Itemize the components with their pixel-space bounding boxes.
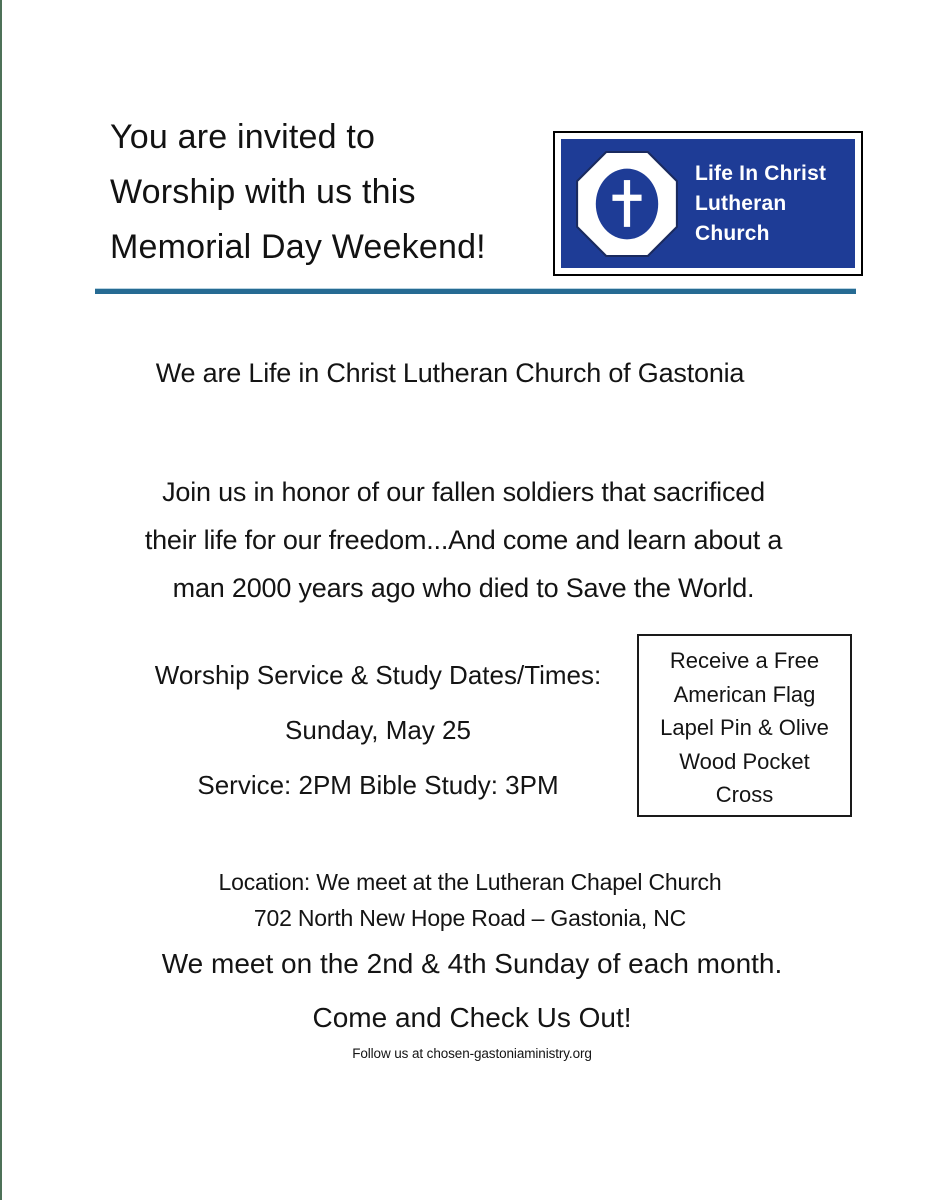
invite-heading xyxy=(110,110,486,275)
memorial-message xyxy=(0,468,927,612)
schedule-title: Worship Service & Study Dates/Times: xyxy=(154,660,602,690)
location-block xyxy=(0,864,927,936)
church-logo-background xyxy=(561,139,855,268)
memorial-message-line: Join us in honor of our fallen soldiers that sacrificed xyxy=(162,477,765,507)
church-logo-text xyxy=(695,159,855,249)
church-logo-name-line2: Lutheran Church xyxy=(695,191,787,245)
offer-line: Wood Pocket xyxy=(679,748,810,774)
location-line1: Location: We meet at the Lutheran Chapel Church xyxy=(218,869,722,895)
offer-line: American Flag xyxy=(673,681,816,707)
invite-heading-line: Memorial Day Weekend! xyxy=(110,228,486,266)
meeting-frequency-line: We meet on the 2nd & 4th Sunday of each month. xyxy=(161,948,783,979)
offer-line: Lapel Pin & Olive xyxy=(660,715,829,740)
schedule-date: Sunday, May 25 xyxy=(285,715,471,745)
invite-heading-line: You are invited to xyxy=(110,118,376,156)
cta-line: Come and Check Us Out! xyxy=(312,1002,632,1033)
church-logo xyxy=(553,131,863,276)
free-gift-offer-box xyxy=(637,634,852,817)
follow-url-line: Follow us at chosen-gastoniaministry.org xyxy=(352,1046,592,1061)
offer-line: Receive a Free xyxy=(669,648,820,673)
offer-line: Cross xyxy=(715,782,774,807)
section-divider xyxy=(95,288,856,294)
octagon-cross-icon xyxy=(575,148,679,260)
memorial-message-line: their life for our freedom...And come and learn about a xyxy=(144,525,783,555)
invite-heading-line: Worship with us this xyxy=(110,173,416,211)
church-logo-name-line1: Life In Christ xyxy=(695,161,827,185)
schedule-block xyxy=(118,660,638,801)
intro-line: We are Life in Christ Lutheran Church of Gastonia xyxy=(155,358,745,388)
schedule-times: Service: 2PM Bible Study: 3PM xyxy=(197,770,559,800)
location-line2: 702 North New Hope Road – Gastonia, NC xyxy=(253,905,687,931)
memorial-message-line: man 2000 years ago who died to Save the World. xyxy=(172,573,755,603)
